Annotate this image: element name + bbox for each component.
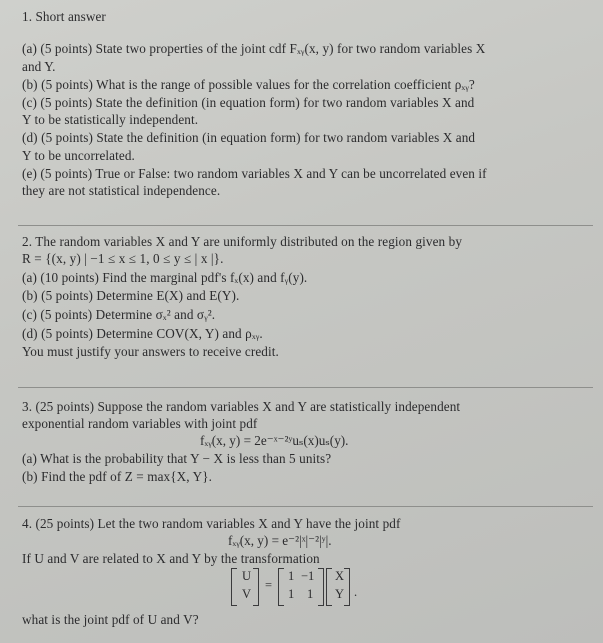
q1-line: they are not statistical independence.: [22, 183, 221, 198]
q4-line: If U and V are related to X and Y by the transformation: [22, 551, 320, 566]
q2-line: R = {(x, y) | −1 ≤ x ≤ 1, 0 ≤ y ≤ | x |}.: [22, 251, 224, 266]
q3-part: (b) Find the pdf of Z = max{X, Y}.: [22, 469, 213, 484]
matrix-rhs-y: Y: [335, 587, 345, 601]
q1-line: Y to be statistically independent.: [22, 112, 199, 127]
q4-question: what is the joint pdf of U and V?: [22, 612, 199, 627]
q1-line: (e) (5 points) True or False: two random variables X and Y can be uncorrelated even if: [22, 166, 487, 181]
matrix-lhs-v: V: [242, 587, 252, 601]
divider: [18, 506, 593, 507]
matrix-coeff: 1: [307, 587, 314, 601]
q4-equation: fₓᵧ(x, y) = e⁻²|ˣ|⁻²|ʸ|.: [228, 533, 332, 548]
bracket-left: [231, 568, 237, 606]
q2-line: You must justify your answers to receive credit.: [22, 344, 279, 359]
q1-line: (b) (5 points) What is the range of possible values for the correlation coefficient ρₓᵧ?: [22, 77, 475, 92]
q1-line: and Y.: [22, 59, 56, 74]
matrix-rhs-x: X: [335, 569, 345, 583]
matrix-trailing-period: .: [354, 585, 358, 599]
bracket-right: [253, 568, 259, 606]
section-title: 1. Short answer: [22, 9, 106, 24]
q1-line: (d) (5 points) State the definition (in equation form) for two random variables X and: [22, 130, 476, 145]
matrix-lhs-u: U: [242, 569, 252, 583]
matrix-coeff: 1: [288, 587, 295, 601]
q2-line: (c) (5 points) Determine σₓ² and σᵧ².: [22, 307, 216, 322]
q3-line: 3. (25 points) Suppose the random variables X and Y are statistically independent: [22, 399, 461, 414]
q2-line: (b) (5 points) Determine E(X) and E(Y).: [22, 288, 240, 303]
matrix-coeff: 1: [288, 569, 295, 583]
q3-part: (a) What is the probability that Y − X is less than 5 units?: [22, 451, 332, 466]
bracket-left: [326, 568, 332, 606]
q2-line: 2. The random variables X and Y are uniformly distributed on the region given by: [22, 234, 463, 249]
matrix-equals: =: [265, 578, 273, 592]
q2-line: (a) (10 points) Find the marginal pdf's fₓ(x) and fᵧ(y).: [22, 270, 308, 285]
bracket-right: [318, 568, 324, 606]
bracket-right: [344, 568, 350, 606]
q1-line: Y to be uncorrelated.: [22, 148, 135, 163]
divider: [18, 387, 593, 388]
bracket-left: [278, 568, 284, 606]
q3-equation: fₓᵧ(x, y) = 2e⁻ˣ⁻²ʸuₛ(x)uₛ(y).: [200, 433, 349, 448]
q1-line: (a) (5 points) State two properties of the joint cdf Fₓᵧ(x, y) for two random variables X: [22, 41, 486, 56]
q4-line: 4. (25 points) Let the two random variables X and Y have the joint pdf: [22, 516, 401, 531]
matrix-coeff: −1: [301, 569, 315, 583]
q3-line: exponential random variables with joint pdf: [22, 416, 258, 431]
q2-line: (d) (5 points) Determine COV(X, Y) and ρₓᵧ.: [22, 326, 263, 341]
divider: [18, 225, 593, 226]
q1-line: (c) (5 points) State the definition (in equation form) for two random variables X and: [22, 95, 475, 110]
